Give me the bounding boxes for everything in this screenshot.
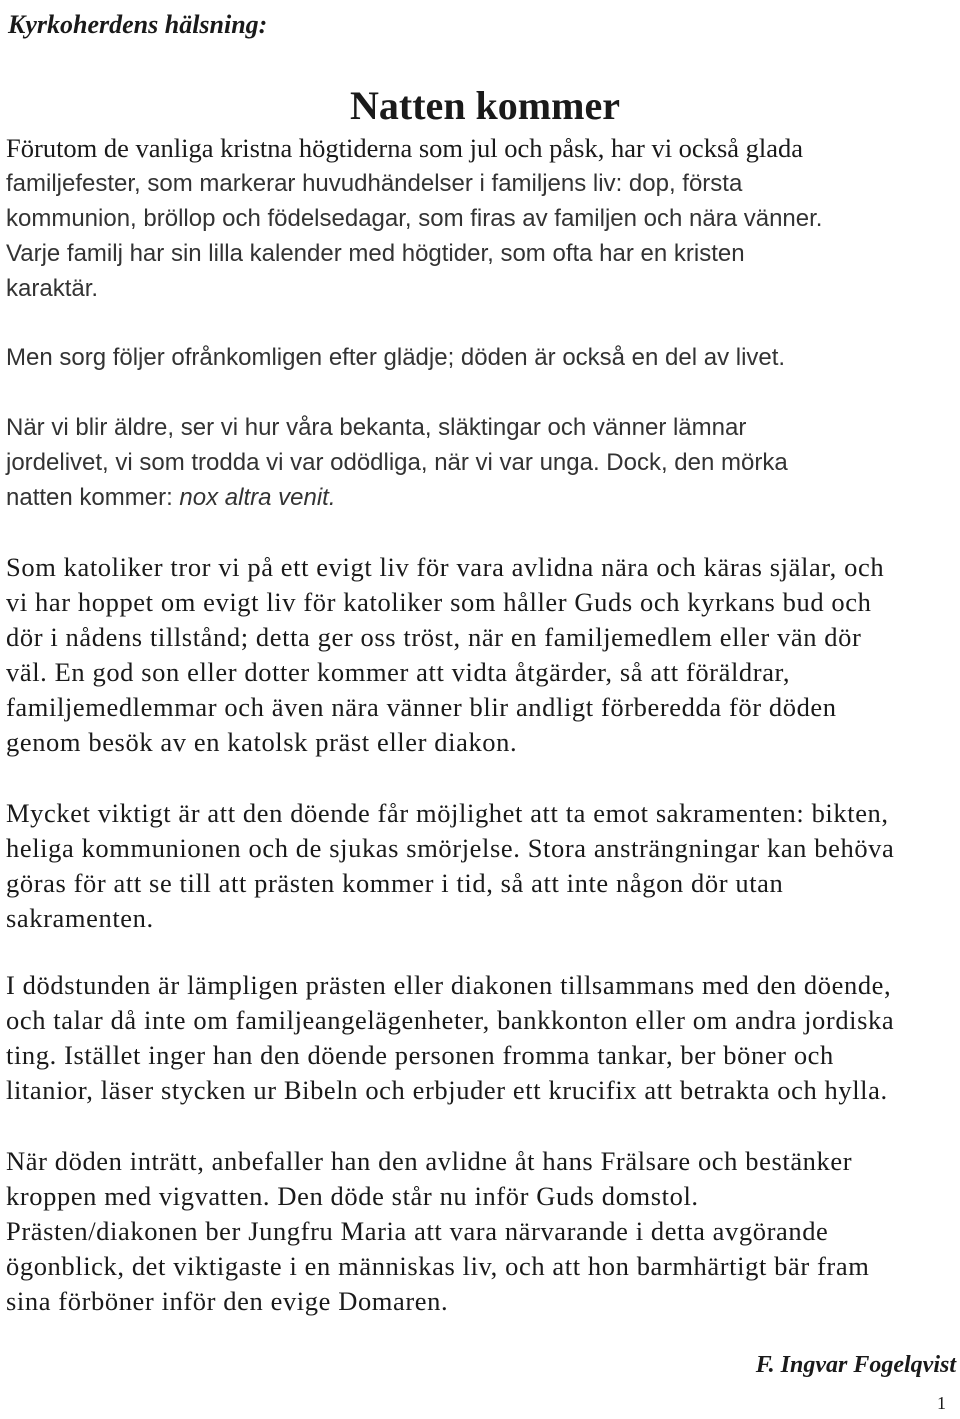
paragraph-6-line-3: ting. Istället inger han den döende personen fromma tankar, ber böner och (6, 1040, 834, 1070)
paragraph-4-line-3: dör i nådens tillstånd; detta ger oss tröst, när en familjemedlem eller vän dör (6, 622, 862, 652)
paragraph-1-line-4: Varje familj har sin lilla kalender med högtider, som ofta har en kristen (6, 240, 745, 267)
paragraph-3-line-3-text: natten kommer: (6, 484, 180, 511)
paragraph-3-line-2: jordelivet, vi som trodda vi var odödliga, när vi var unga. Dock, den mörka (6, 449, 788, 476)
paragraph-1-line-5: karaktär. (6, 275, 99, 302)
paragraph-4-line-2: vi har hoppet om evigt liv för katoliker som håller Guds och kyrkans bud och (6, 587, 872, 617)
paragraph-6-line-2: och talar då inte om familjeangelägenheter, bankkonton eller om andra jordiska (6, 1005, 895, 1035)
paragraph-4-line-6: genom besök av en katolsk präst eller diakon. (6, 727, 518, 757)
paragraph-4-line-1: Som katoliker tror vi på ett evigt liv för vara avlidna nära och käras själar, och (6, 552, 885, 582)
paragraph-7-line-2: kroppen med vigvatten. Den döde står nu inför Guds domstol. (6, 1181, 699, 1211)
paragraph-5-line-3: göras för att se till att prästen kommer i tid, så att inte någon dör utan (6, 868, 784, 898)
paragraph-5-line-2: heliga kommunionen och de sjukas smörjelse. Stora ansträngningar kan behöva (6, 833, 895, 863)
paragraph-4 (6, 550, 958, 760)
paragraph-2 (6, 340, 958, 375)
paragraph-5-line-1: Mycket viktigt är att den döende får möjlighet att ta emot sakramenten: bikten, (6, 798, 889, 828)
paragraph-1 (6, 131, 958, 306)
paragraph-7-line-4: ögonblick, det viktigaste i en människas liv, och att hon barmhärtigt bär fram (6, 1251, 870, 1281)
paragraph-1-line-1: Förutom de vanliga kristna högtiderna som jul och påsk, har vi också glada (6, 133, 804, 163)
column-header-label: Kyrkoherdens hälsning: (8, 10, 268, 39)
paragraph-3 (6, 410, 958, 515)
paragraph-3-line-1: När vi blir äldre, ser vi hur våra bekanta, släktingar och vänner lämnar (6, 414, 747, 441)
paragraph-7-line-1: När döden inträtt, anbefaller han den avlidne åt hans Frälsare och bestänker (6, 1146, 853, 1176)
paragraph-4-line-4: väl. En god son eller dotter kommer att vidta åtgärder, så att föräldrar, (6, 657, 791, 687)
paragraph-1-line-3: kommunion, bröllop och födelsedagar, som firas av familjen och nära vänner. (6, 205, 823, 232)
paragraph-7-line-5: sina förböner inför den evige Domaren. (6, 1286, 449, 1316)
paragraph-1-line-2: familjefester, som markerar huvudhändelser i familjens liv: dop, första (6, 170, 743, 197)
author-signature: F. Ingvar Fogelqvist (755, 1352, 956, 1378)
paragraph-3-line-3 (6, 480, 958, 515)
paragraph-5-line-4: sakramenten. (6, 903, 154, 933)
paragraph-2-line-1: Men sorg följer ofrånkomligen efter glädje; döden är också en del av livet. (6, 344, 786, 371)
paragraph-6 (6, 968, 958, 1108)
paragraph-5 (6, 796, 958, 936)
paragraph-6-line-4: litanior, läser stycken ur Bibeln och erbjuder ett krucifix att betrakta och hylla. (6, 1075, 888, 1105)
paragraph-4-line-5: familjemedlemmar och även nära vänner blir andligt förberedda för döden (6, 692, 837, 722)
page-number: 1 (937, 1393, 946, 1413)
paragraph-7-line-3: Prästen/diakonen ber Jungfru Maria att vara närvarande i detta avgörande (6, 1216, 829, 1246)
paragraph-7 (6, 1144, 958, 1319)
article-title: Natten kommer (350, 83, 620, 128)
paragraph-6-line-1: I dödstunden är lämpligen prästen eller diakonen tillsammans med den döende, (6, 970, 892, 1000)
latin-phrase: nox altra venit. (179, 484, 336, 511)
